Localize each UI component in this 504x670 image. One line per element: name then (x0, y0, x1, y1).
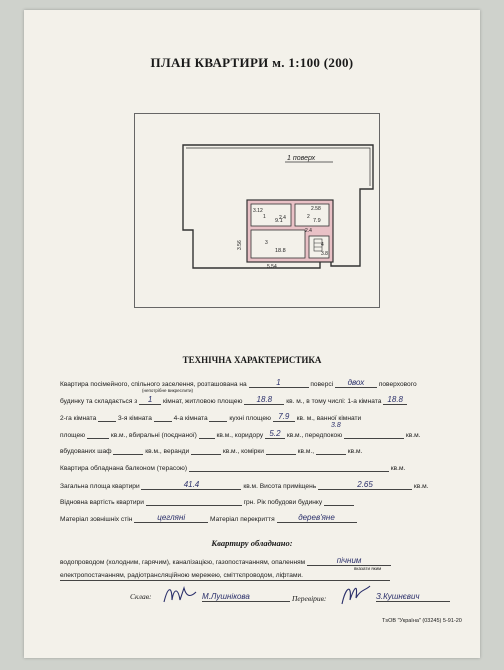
dim-label: 5.54 (267, 264, 277, 270)
blank (189, 463, 389, 472)
floor-plan (135, 114, 379, 307)
text: будинку та складається з (60, 398, 138, 405)
signature-made (160, 582, 200, 608)
text: кухні площею (229, 415, 271, 422)
text: електропостачанням, радіотрансляційною мережею, сміттєпроводом, ліфтами. (60, 572, 390, 581)
tech-line-1 (60, 378, 417, 388)
text: Матеріал зовнішніх стін (60, 516, 133, 523)
text: 4-а кімната (173, 415, 208, 422)
text: кв.м. (405, 432, 421, 439)
building-inner-outline (186, 148, 370, 186)
area-label: 3.8 (321, 251, 328, 257)
blank (199, 430, 215, 439)
hallway-value: 3.8 (331, 422, 341, 429)
equip-heading: Квартиру обладнано: (211, 538, 293, 548)
text: кв.м., вбиральні (поєднаної) (110, 432, 197, 439)
text: кв.м. Висота приміщень (243, 483, 317, 490)
kitchen-value: 7.9 (273, 412, 295, 422)
text: грн. Рік побудови будинку (243, 499, 323, 506)
tech-heading: ТЕХНІЧНА ХАРАКТЕРИСТИКА (182, 355, 322, 365)
text: водопроводом (холодним, гарячим), каналізацією, газопостачанням, опаленням (60, 559, 306, 566)
dim-label: 2.58 (311, 206, 321, 212)
living-area-value: 18.8 (244, 395, 284, 405)
room1-value: 18.8 (383, 395, 407, 405)
corridor-value: 5.2 (265, 429, 285, 439)
made-label: Склав: (130, 592, 152, 601)
room-number: 3 (265, 240, 268, 246)
blank (154, 413, 172, 422)
text: Квартира посімейного, спільного заселення, розташована на (60, 381, 247, 388)
text: кімнат, житловою площею (162, 398, 243, 405)
checked-label: Перевірив: (292, 594, 327, 603)
blank (191, 446, 221, 455)
text: кв.м. (390, 465, 406, 472)
height-value: 2.65 (318, 480, 412, 490)
hint: (непотрібне викреслити) (142, 388, 194, 393)
tech-line-7 (60, 480, 428, 490)
blank (316, 446, 346, 455)
tech-line-9 (60, 513, 357, 523)
text: Матеріал перекриття (210, 516, 275, 523)
blank (98, 413, 116, 422)
text: Загальна площа квартири (60, 483, 140, 490)
area-label: 18.8 (275, 248, 286, 254)
page-title: ПЛАН КВАРТИРИ м. 1:100 (200) (150, 55, 354, 70)
blank (266, 446, 296, 455)
dim-label: 3.56 (237, 240, 243, 250)
blank (146, 497, 242, 506)
made-name: М.Лушнікова (202, 592, 290, 602)
text: Відновна вартість квартири (60, 499, 144, 506)
tech-line-6 (60, 463, 405, 472)
floor-plan-frame (134, 113, 380, 308)
blank (113, 446, 143, 455)
tech-line-3 (60, 412, 361, 422)
storeys-value: двох (335, 378, 377, 388)
dim-label: 2.4 (279, 215, 286, 221)
text: кв.м., (297, 448, 315, 455)
text: 2-га кімната (60, 415, 97, 422)
text: кв.м., веранди (145, 448, 190, 455)
room-number: 4 (321, 242, 324, 248)
text: вбудованих шаф (60, 448, 112, 455)
floor-material-value: дерев'яне (277, 513, 357, 523)
dim-label: 3.12 (253, 208, 263, 214)
heating-value: пічним (307, 556, 391, 566)
area-label: 9.1 (275, 218, 283, 224)
text: кв.м. (413, 483, 429, 490)
text: кв. м., ванної кімнати (296, 415, 362, 422)
total-area-value: 41.4 (141, 480, 241, 490)
tech-line-5 (60, 446, 362, 455)
blank (324, 497, 354, 506)
area-label: 7.9 (313, 218, 321, 224)
document-sheet (24, 10, 480, 658)
blank (87, 430, 109, 439)
text: поверсі (310, 381, 334, 388)
tech-line-4 (60, 429, 420, 439)
floor-value: 1 (249, 378, 309, 388)
hint: вказати яким (354, 566, 382, 571)
tech-line-8 (60, 497, 354, 506)
blank (209, 413, 227, 422)
equip-line-1 (60, 556, 391, 566)
room-number: 1 (263, 214, 266, 220)
text: площею (60, 432, 86, 439)
floor-label: 1 поверх (287, 155, 316, 162)
text: 3-я кімната (117, 415, 152, 422)
signature-checked (336, 580, 376, 610)
footer-print: ТsОВ "Україна" (03245) 5-91-20 (382, 618, 462, 624)
dim-label: 2.4 (305, 228, 312, 234)
rooms-value: 1 (139, 395, 161, 405)
walls-value: цегляні (134, 513, 208, 523)
text: кв.м. (347, 448, 363, 455)
text: поверхового (378, 381, 417, 388)
blank (344, 430, 404, 439)
text: Квартира обладнана балконом (терасою) (60, 465, 188, 472)
text: кв.м., коридору (216, 432, 264, 439)
checked-name: З.Кушнєвич (376, 592, 450, 602)
text: кв. м., в тому числі: 1-а кімната (286, 398, 382, 405)
text: кв.м., комірки (222, 448, 264, 455)
tech-line-2 (60, 395, 407, 405)
room-number: 2 (307, 214, 310, 220)
text: кв.м., передпокою (286, 432, 343, 439)
